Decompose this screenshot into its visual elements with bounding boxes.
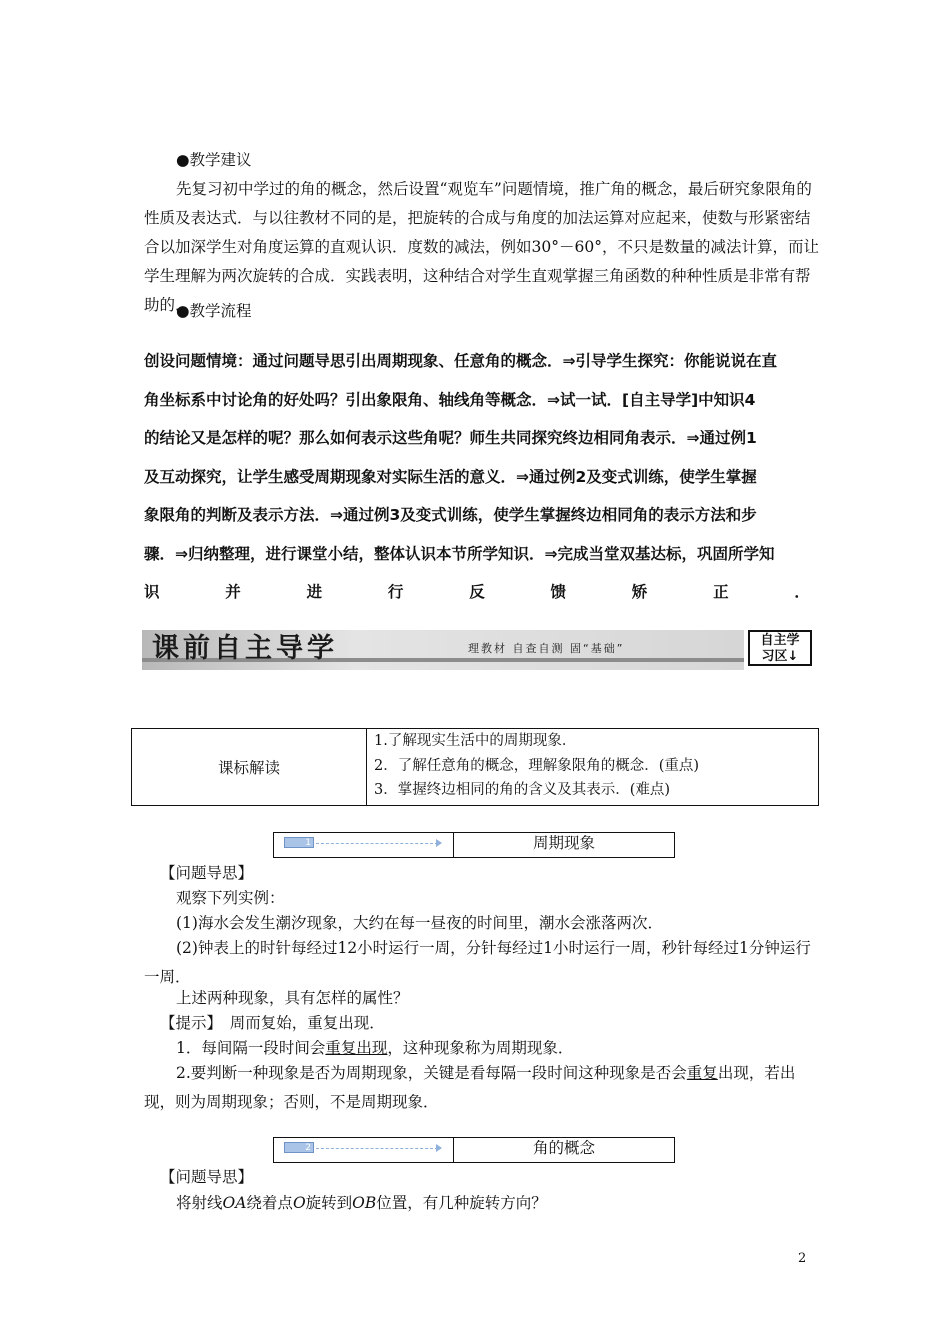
conclusion-text: 1．每间隔一段时间会 <box>176 1039 326 1057</box>
question-text: 绕着点 <box>246 1194 293 1212</box>
kebiao-label: 课标解读 <box>132 729 367 805</box>
page-number: 2 <box>798 1251 807 1266</box>
kebiao-item: 1.了解现实生活中的周期现象． <box>374 733 577 749</box>
conclusion-text: ，这种现象称为周期现象． <box>387 1039 574 1057</box>
knowledge-tag <box>274 1138 454 1162</box>
math-symbol: OB <box>352 1194 377 1212</box>
kebiao-item: 2．了解任意角的概念，理解象限角的概念．(重点) <box>374 757 700 774</box>
tishi-text: 周而复始，重复出现． <box>214 1014 385 1032</box>
kebiao-items <box>374 729 814 803</box>
knowledge-title: 角的概念 <box>532 1139 595 1157</box>
question-text: 上述两种现象，具有怎样的属性？ <box>176 989 409 1007</box>
liucheng-block <box>144 342 820 612</box>
question-text: 位置，有几种旋转方向？ <box>376 1194 547 1212</box>
liucheng-char: 并 <box>225 583 241 601</box>
liucheng-char: 反 <box>469 583 485 601</box>
question-text: 旋转到 <box>305 1194 353 1212</box>
wenti-daosi-1: 【问题导思】 <box>160 864 254 882</box>
section-heading-liucheng: ●教学流程 <box>176 302 252 320</box>
example-1: (1)海水会发生潮汐现象，大约在每一昼夜的时间里，潮水会涨落两次． <box>176 914 663 932</box>
arrow-right-icon <box>436 839 442 847</box>
knowledge-title: 周期现象 <box>532 834 595 852</box>
conclusion-text: 出现，若出现，则为周期现象；否则，不是周期现象． <box>144 1064 796 1111</box>
liucheng-char: 识 <box>144 583 160 601</box>
liucheng-char: 馈 <box>550 583 566 601</box>
knowledge-badge: 2 <box>284 1142 314 1153</box>
liucheng-char: 矫 <box>631 583 648 601</box>
conclusion-text: 2.要判断一种现象是否为周期现象，关键是看每隔一段时间这种现象是否会 <box>176 1064 687 1082</box>
question-text: 将射线 <box>176 1194 223 1212</box>
conclusion-2 <box>144 1059 820 1117</box>
underlined-term: 重复 <box>686 1064 718 1082</box>
liucheng-line: 骤．⇒归纳整理，进行课堂小结，整体认识本节所学知识．⇒完成当堂双基达标，巩固所学知 <box>144 544 775 563</box>
liucheng-line: 创设问题情境：通过问题导思引出周期现象、任意角的概念．⇒引导学生探究：你能说说在直 <box>144 352 777 370</box>
observe-text: 观察下列实例： <box>176 889 285 907</box>
kebiao-item: 3．掌握终边相同的角的含义及其表示．(难点) <box>374 782 671 798</box>
liucheng-char: 正 <box>713 583 729 601</box>
liucheng-line: 角坐标系中讨论角的好处吗？引出象限角、轴线角等概念．⇒试一试．[自主导学]中知识4 <box>144 390 756 409</box>
liucheng-last-line <box>144 573 810 612</box>
banner-subtitle: 理教材 自查自测 固“基础” <box>468 642 625 655</box>
knowledge-badge: 1 <box>284 837 314 848</box>
liucheng-char: 行 <box>387 583 404 601</box>
knowledge-tag <box>274 833 454 857</box>
rotation-question <box>144 1189 820 1218</box>
dashed-line <box>316 1148 438 1149</box>
liucheng-line: 及互动探究，让学生感受周期现象对实际生活的意义．⇒通过例2及变式训练，使学生掌握 <box>144 467 757 486</box>
math-symbol: OA <box>222 1194 247 1212</box>
wenti-daosi-2: 【问题导思】 <box>160 1168 254 1186</box>
knowledge-point-bar-2 <box>273 1137 675 1163</box>
dashed-line <box>316 843 438 844</box>
kebiao-table <box>131 728 819 806</box>
section-heading-jianyi: ●教学建议 <box>176 151 252 169</box>
liucheng-char: 进 <box>306 583 323 601</box>
banner-box-line: 习区↓ <box>761 649 799 664</box>
example-2: (2)钟表上的时针每经过12小时运行一周，分针每经过1小时运行一周，秒针每经过1分钟运行一周． <box>144 939 811 986</box>
banner-box <box>748 630 812 666</box>
liucheng-line: 的结论又是怎样的呢？那么如何表示这些角呢？师生共同探究终边相同角表示．⇒通过例1 <box>144 429 757 447</box>
knowledge-point-bar-1 <box>273 832 675 858</box>
underlined-term: 重复出现 <box>325 1039 388 1057</box>
jianyi-paragraph: 先复习初中学过的角的概念，然后设置“观览车”问题情境，推广角的概念，最后研究象限角的性质及表达式．与以往教材不同的是，把旋转的合成与角度的加法运算对应起来，使数与形紧密结合以加深学生对角度运算的直观认识．度数的减法，例如30°－60°，不只是数量的减法计算，而让学生理解为两次旋转的合成．实践表明，这种结合对学生直观掌握三角函数的种种性质是非常有帮助的． <box>144 180 819 314</box>
liucheng-char: ． <box>794 583 810 601</box>
banner-title: 课前自主导学 <box>152 633 338 664</box>
tishi-label: 【提示】 <box>160 1014 215 1032</box>
section-banner <box>142 630 814 670</box>
banner-box-line: 自主学 <box>760 633 800 648</box>
math-symbol: O <box>292 1194 306 1212</box>
arrow-right-icon <box>436 1144 442 1152</box>
liucheng-line: 象限角的判断及表示方法．⇒通过例3及变式训练，使学生掌握终边相同角的表示方法和步 <box>144 506 757 524</box>
